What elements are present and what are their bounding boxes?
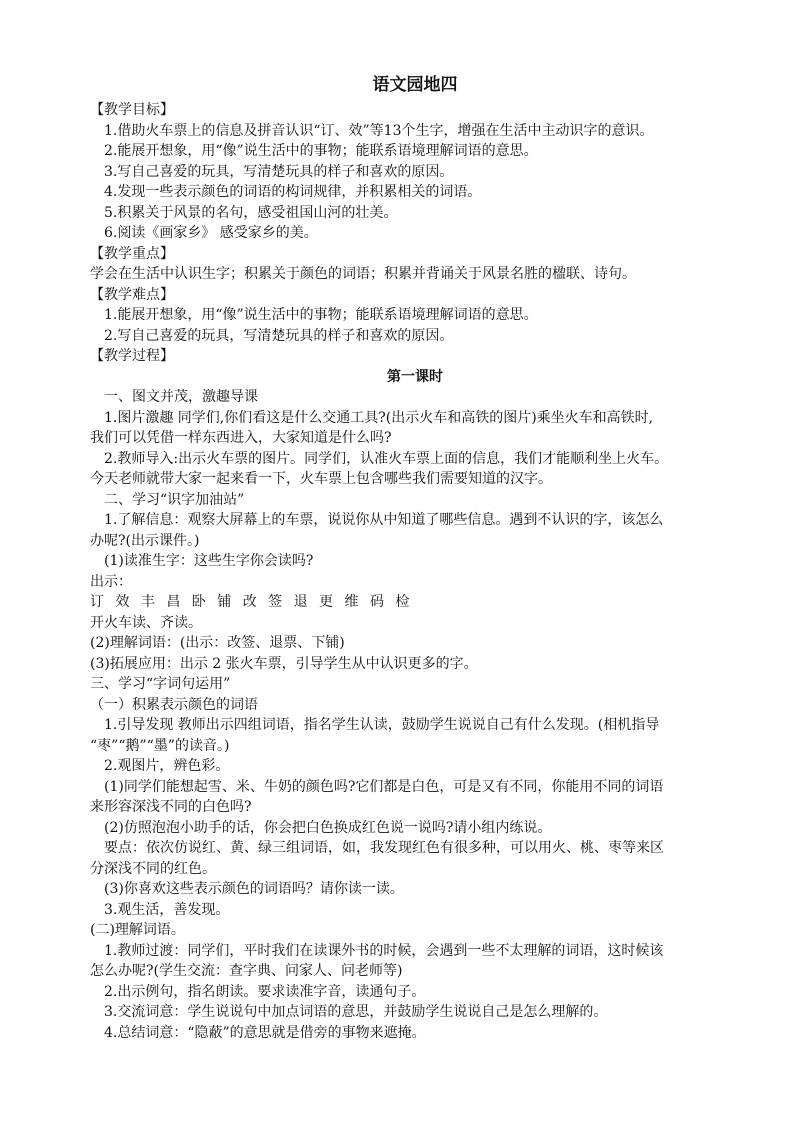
text-line: 二、学习“识字加油站” [104,491,245,508]
text-line: 一、图文并茂，激趣导课 [104,389,258,405]
text-line: 1.图片激趣 同学们,你们看这是什么交通工具?(出示火车和高铁的图片)乘坐火车和高铁时, [104,409,654,426]
text-line: 要点：依次仿说红、黄、绿三组词语，如，我发现红色有很多种，可以用火、桃、枣等来区 [104,840,664,856]
text-line: (二)理解词语。 [90,922,185,938]
text-line: 【教学难点】 [90,286,174,303]
text-line: 2.出示例句，指名朗读。要求读准字音，读通句子。 [104,983,426,1000]
text-line: 我们可以凭借一样东西进入，大家知道是什么吗? [90,430,392,446]
text-line: (3)拓展应用：出示 2 张火车票，引导学生从中认识更多的字。 [90,655,478,672]
text-line: 2.能展开想象，用“像”说生活中的事物；能联系语境理解词语的意思。 [104,143,538,159]
text-line: “枣”“鹅”“墨”的读音。) [90,737,230,754]
text-line: 2.观图片，辨色彩。 [104,758,230,774]
text-line: 来形容深浅不同的白色吗? [90,799,252,815]
document-page [90,72,740,1043]
text-line: 3.观生活，善发现。 [104,901,230,918]
text-line: 【教学目标】 [90,102,174,118]
text-line: 4.发现一些表示颜色的词语的构词规律，并积累相关的词语。 [104,184,482,200]
text-line: 6.阅读《画家乡》 感受家乡的美。 [104,225,318,241]
text-line: 怎么办呢?(学生交流：查字典、问家人、问老师等) [90,963,403,979]
text-line: 4.总结词意：“隐蔽”的意思就是借旁的事物来遮掩。 [104,1024,426,1041]
text-line: 5.积累关于风景的名句，感受祖国山河的壮美。 [104,204,398,221]
text-line: （一）积累表示颜色的词语 [90,696,258,713]
text-line: 订 效 丰 昌 卧 铺 改 签 退 更 维 码 检 [90,594,413,610]
text-line: 1.借助火车票上的信息及拼音认识“订、效”等13个生字，增强在生活中主动识字的意识。 [104,122,654,139]
text-line: (2)理解词语：(出示：改签、退票、下铺) [90,635,345,651]
text-line: (3)你喜欢这些表示颜色的词语吗？请你读一读。 [104,881,404,897]
text-line: 2.写自己喜爱的玩具，写清楚玩具的样子和喜欢的原因。 [104,327,454,344]
text-line: (1)同学们能想起雪、米、牛奶的颜色吗?它们都是白色，可是又有不同，你能用不同的词语 [104,778,664,795]
text-line: 【教学过程】 [90,348,174,364]
text-line: (1)读准生字：这些生字你会读吗? [104,553,314,569]
text-line: 第一课时 [387,368,443,385]
text-line: 1.引导发现 教师出示四组词语，指名学生认读，鼓励学生说说自己有什么发现。(相机指导 [104,717,660,733]
text-line: 出示： [90,573,132,590]
document-body [90,100,740,1043]
text-line: 1.了解信息：观察大屏幕上的车票，说说你从中知道了哪些信息。遇到不认识的字，该怎么 [104,512,664,528]
text-line: (2)仿照泡泡小助手的话，你会把白色换成红色说一说吗?请小组内练说。 [104,819,552,836]
text-line: 3.写自己喜爱的玩具，写清楚玩具的样子和喜欢的原因。 [104,163,454,180]
text-line: 【教学重点】 [90,245,174,262]
text-line: 今天老师就带大家一起来看一下，火车票上包含哪些我们需要知道的汉字。 [90,471,552,487]
text-line: 2.教师导入:出示火车票的图片。同学们，认准火车票上面的信息，我们才能顺利坐上火车。 [104,450,669,467]
text-line: 1.能展开想象，用“像”说生活中的事物；能联系语境理解词语的意思。 [104,307,538,323]
text-line: 1.教师过渡：同学们，平时我们在读课外书的时候，会遇到一些不太理解的词语，这时候该 [104,942,664,959]
text-line: 办呢?(出示课件。) [90,532,200,549]
text-line: 开火车读、齐读。 [90,614,202,631]
text-line: 3.交流词意：学生说说句中加点词语的意思，并鼓励学生说说自己是怎么理解的。 [104,1004,608,1020]
text-line: 分深浅不同的红色。 [90,860,216,877]
text-line: 学会在生活中认识生字；积累关于颜色的词语；积累并背诵关于风景名胜的楹联、诗句。 [90,266,636,282]
text-line: 三、学习“字词句运用” [90,676,231,692]
page-title: 语文园地四 [372,75,458,95]
